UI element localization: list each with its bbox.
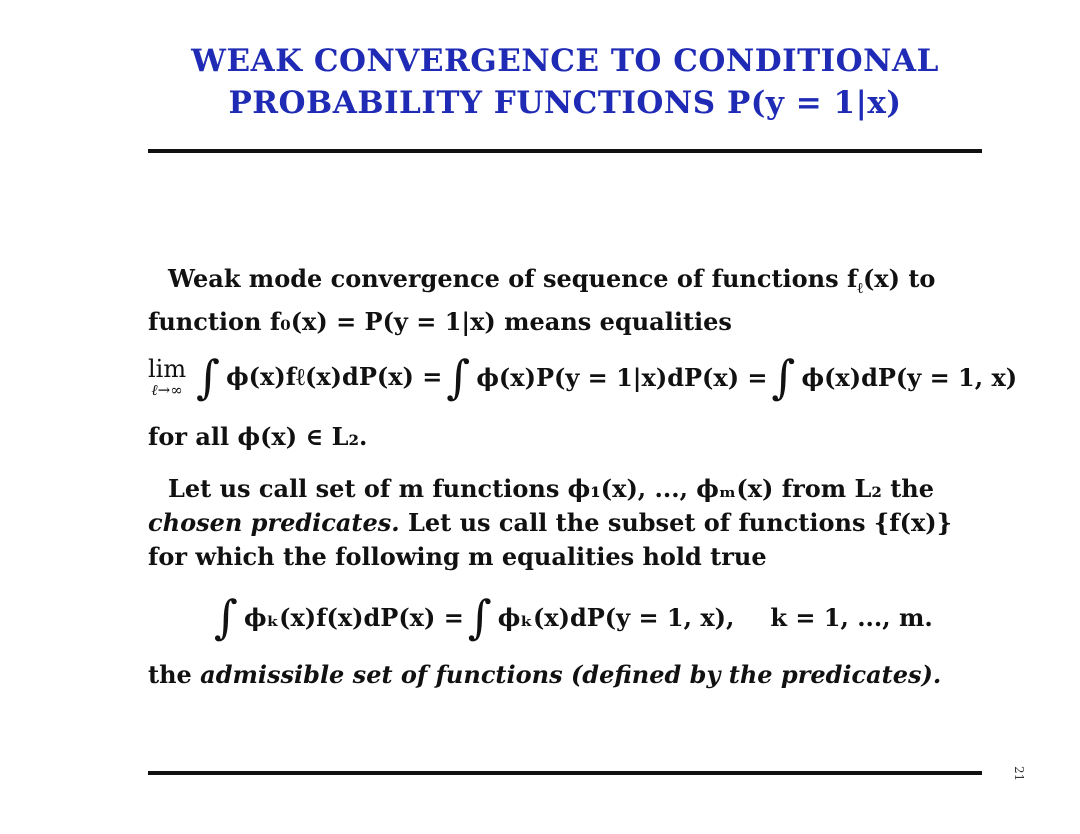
top-divider — [148, 149, 982, 153]
slide-title — [148, 40, 982, 124]
para1-line1-a: Weak mode convergence of sequence of functions f — [168, 264, 858, 293]
lim-subscript: ℓ→∞ — [151, 380, 183, 399]
para3-line3: for which the following m equalities hold true — [148, 542, 767, 571]
eq1-term-1: ϕ(x)fℓ(x)dP(x) = — [226, 362, 443, 391]
integral-sign-2: ∫ — [446, 350, 471, 404]
paragraph-admissible — [148, 658, 982, 692]
para3-line1: Let us call set of m functions ϕ₁(x), ..., ϕₘ(x) from L₂ the — [168, 474, 935, 503]
lim-text: lim — [148, 354, 187, 383]
equation-predicates — [210, 584, 1080, 650]
integral-sign-3: ∫ — [771, 350, 796, 404]
para3-italic: chosen predicates. — [148, 508, 400, 537]
bottom-divider — [148, 771, 982, 775]
limit-operator — [148, 355, 186, 400]
page-number: 21 — [1012, 766, 1026, 782]
title-line-2 — [148, 82, 982, 124]
para1-sub-ell: ℓ — [857, 278, 863, 297]
eq2-term-2: ϕₖ(x)dP(y = 1, x), — [497, 602, 735, 632]
integral-sign-5: ∫ — [467, 590, 492, 644]
title-line-1: WEAK CONVERGENCE TO CONDITIONAL — [191, 43, 939, 79]
eq1-term-2: ϕ(x)P(y = 1|x)dP(x) = — [476, 362, 768, 392]
para2-text: for all ϕ(x) ∈ L₂. — [148, 422, 368, 451]
para1-line1-b: (x) to — [862, 264, 936, 293]
equation-limit — [148, 344, 1028, 410]
para4-italic: admissible set of functions (defined by the predicates). — [200, 660, 942, 689]
title-line-2-prefix: PROBABILITY FUNCTIONS — [228, 85, 716, 121]
integral-sign-4: ∫ — [214, 590, 238, 644]
para4-prefix: the — [148, 660, 201, 689]
integral-sign-1: ∫ — [196, 350, 221, 404]
eq2-term-1: ϕₖ(x)f(x)dP(x) = — [243, 602, 464, 632]
paragraph-for-all — [148, 420, 982, 454]
eq1-term-3: ϕ(x)dP(y = 1, x) — [801, 362, 1018, 392]
eq2-term-3: k = 1, ..., m. — [770, 602, 933, 632]
para3-line2-rest: Let us call the subset of functions {f(x)} — [399, 508, 953, 537]
title-line-2-math: P(y = 1|x) — [726, 85, 902, 121]
paragraph-predicates — [148, 472, 982, 574]
para1-line2: function f₀(x) = P(y = 1|x) means equalities — [148, 306, 732, 336]
paragraph-weak-convergence — [148, 262, 982, 339]
